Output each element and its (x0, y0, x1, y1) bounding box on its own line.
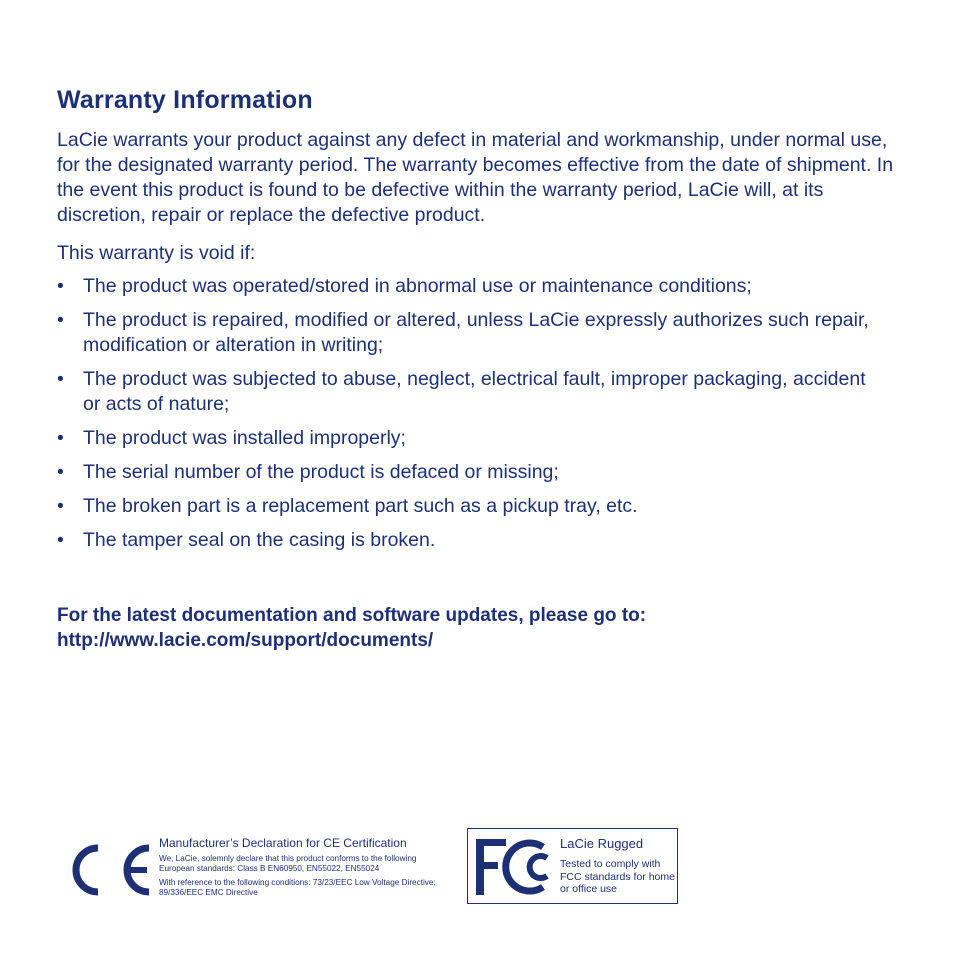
void-conditions-list (57, 274, 877, 562)
fcc-certification-box (467, 828, 678, 904)
list-item (57, 308, 877, 358)
bullet-icon: • (57, 368, 64, 390)
fcc-statement: Tested to comply with FCC standards for home or office use (560, 858, 675, 896)
documentation-link[interactable]: http://www.lacie.com/support/documents/ (57, 630, 434, 651)
void-intro-text: This warranty is void if: (57, 242, 256, 264)
documentation-note-text: For the latest documentation and software updates, please go to: (57, 605, 647, 626)
list-item-text: The product was installed improperly; (83, 427, 406, 449)
ce-declaration-conditions: With reference to the following conditions: 73/23/EEC Low Voltage Directive; 89/336/EEC EMC Directive (159, 878, 436, 897)
list-item (57, 528, 877, 553)
list-item-text: The product was operated/stored in abnormal use or maintenance conditions; (83, 275, 752, 297)
list-item (57, 426, 877, 451)
fcc-product-name: LaCie Rugged (560, 836, 644, 851)
fcc-logo-icon (475, 837, 553, 897)
list-item (57, 460, 877, 485)
list-item-text: The product is repaired, modified or altered, unless LaCie expressly authorizes such repair, modification or alteration in writing; (83, 309, 869, 356)
list-item (57, 494, 877, 519)
ce-declaration (159, 836, 449, 902)
page-title: Warranty Information (57, 86, 313, 114)
documentation-note (57, 603, 646, 653)
bullet-icon: • (57, 495, 64, 517)
bullet-icon: • (57, 529, 64, 551)
ce-logo-icon (69, 842, 155, 898)
ce-declaration-standards: We, LaCie, solemnly declare that this product conforms to the following European standards: Class B EN60950, EN55022, EN55024 (159, 854, 417, 873)
ce-declaration-title: Manufacturer’s Declaration for CE Certification (159, 836, 407, 850)
bullet-icon: • (57, 309, 64, 331)
list-item (57, 274, 877, 299)
bullet-icon: • (57, 461, 64, 483)
list-item-text: The tamper seal on the casing is broken. (83, 529, 436, 551)
intro-paragraph: LaCie warrants your product against any defect in material and workmanship, under normal use, for the designated warranty period. The warranty becomes effective from the date of shipment. In the event this product is found to be defective within the warranty period, LaCie will, at its discretion, repair or replace the defective product. (57, 129, 894, 226)
list-item-text: The serial number of the product is defaced or missing; (83, 461, 559, 483)
bullet-icon: • (57, 275, 64, 297)
list-item-text: The broken part is a replacement part such as a pickup tray, etc. (83, 495, 638, 517)
list-item (57, 367, 877, 417)
list-item-text: The product was subjected to abuse, neglect, electrical fault, improper packaging, accident or acts of nature; (83, 368, 866, 415)
bullet-icon: • (57, 427, 64, 449)
